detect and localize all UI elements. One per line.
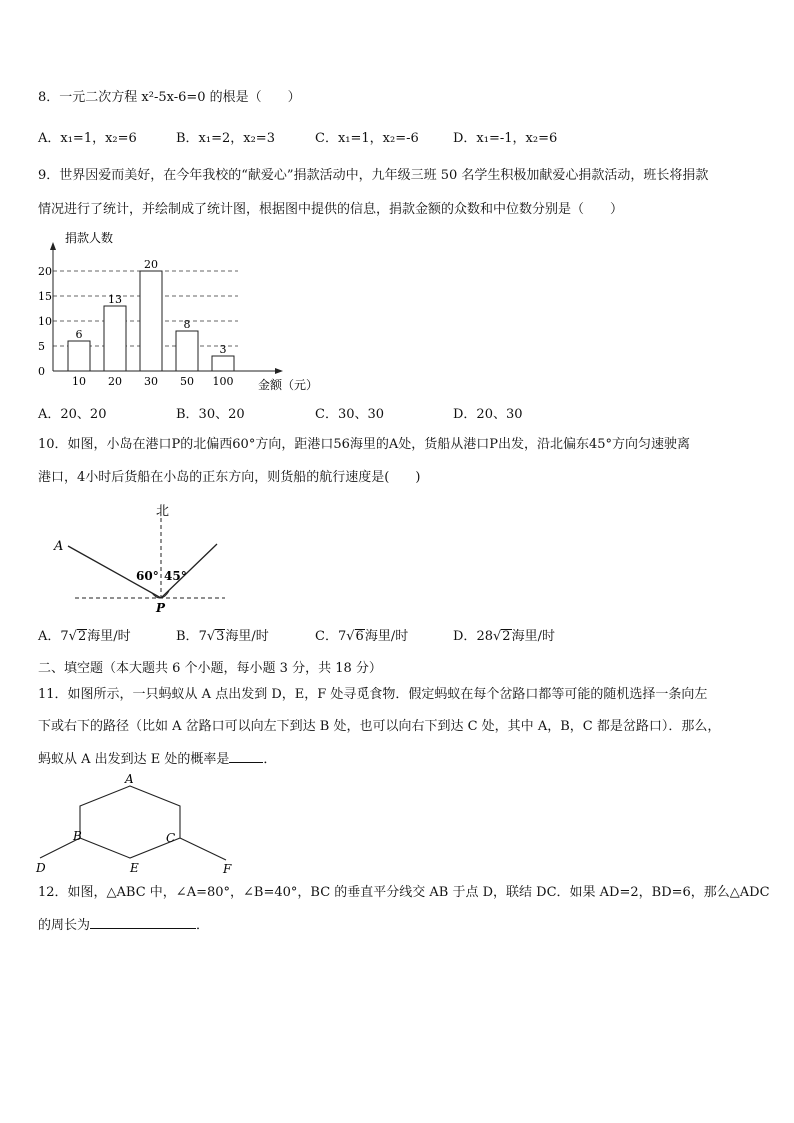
label-d: D [36,861,46,875]
bar-value-label: 20 [144,258,158,271]
north-label: 北 [156,504,170,519]
q10-option-a: A．7√2海里/时 [38,629,131,644]
section-2-title: 二、填空题（本大题共 6 个小题，每小题 3 分，共 18 分） [38,661,382,676]
q8-option-d: D．x₁=-1，x₂=6 [453,131,558,146]
x-axis-arrow [275,368,283,374]
q12-answer-blank[interactable] [90,916,196,929]
bar-chart [30,230,340,395]
bar [140,271,162,371]
y-axis-title: 捐款人数 [65,231,114,245]
x-tick-label: 20 [108,375,122,388]
hexagon [80,786,180,858]
x-tick-label: 50 [180,375,194,388]
point-p-label: P [156,601,166,615]
q9-option-d: D．20、30 [453,407,523,422]
q9-option-c: C．30、30 [315,407,385,422]
q9-stem-line2: 情况进行了统计，并绘制成了统计图，根据图中提供的信息，捐款金额的众数和中位数分别是（ ） [38,202,624,217]
q12-stem-line2: 的周长为 ． [38,918,210,933]
y-tick-label: 10 [38,315,52,328]
q10-option-b: B．7√3海里/时 [176,629,269,644]
point-a-label: A [54,539,64,554]
angle-45-label: 45° [164,569,187,583]
q9-option-a: A．20、20 [38,407,107,422]
q8-option-c: C．x₁=1，x₂=-6 [315,131,419,146]
y-tick-label: 15 [38,290,52,303]
bar [176,331,198,371]
x-axis-title: 金额（元） [258,378,319,392]
y-tick-label: 5 [38,340,45,353]
label-b: B [73,829,82,843]
q8-stem: 8．一元二次方程 x²-5x-6=0 的根是（ ） [38,90,301,105]
x-tick-label: 10 [72,375,86,388]
bar-value-label: 8 [183,318,191,331]
x-tick-label: 100 [212,375,234,388]
label-c: C [166,831,176,845]
q9-stem-line1: 9．世界因爱而美好，在今年我校的“献爱心”捐款活动中，九年级三班 50 名学生积极加献爱心捐款活动，班长将捐款 [38,168,709,183]
y-axis-arrow [50,242,56,250]
bearing-diagram [40,500,240,615]
q8-option-a: A．x₁=1，x₂=6 [38,131,137,146]
bar-value-label: 6 [75,328,83,341]
q9-option-b: B．30、20 [176,407,245,422]
bar-value-label: 3 [219,343,227,356]
q11-stem-line3: 蚂蚁从 A 出发到达 E 处的概率是 ． [38,752,277,767]
bar [104,306,126,371]
path-c-to-f [180,838,226,860]
q10-option-d: D．28√2海里/时 [453,629,555,644]
label-a: A [125,772,134,786]
hexagon-path-diagram [30,772,240,877]
label-f: F [223,862,232,876]
label-e: E [130,861,139,875]
bar-value-label: 13 [108,293,122,306]
x-tick-label: 30 [144,375,158,388]
q11-stem-line1: 11．如图所示，一只蚂蚁从 A 点出发到 D，E，F 处寻觅食物．假定蚂蚁在每个岔路口都等可能的随机选择一条向左 [38,687,708,702]
angle-60-label: 60° [136,569,159,583]
bar [68,341,90,371]
q8-option-b: B．x₁=2，x₂=3 [176,131,275,146]
y-tick-label: 0 [38,365,45,378]
q12-stem-line1: 12．如图，△ABC 中，∠A=80°，∠B=40°，BC 的垂直平分线交 AB 于点 D，联结 DC．如果 AD=2，BD=6，那么△ADC [38,885,770,900]
q11-answer-blank[interactable] [229,750,263,763]
q10-stem-line2: 港口，4小时后货船在小岛的正东方向，则货船的航行速度是( ) [38,470,421,485]
q10-stem-line1: 10．如图，小岛在港口P的北偏西60°方向，距港口56海里的A处，货船从港口P出发，沿北偏东45°方向匀速驶离 [38,437,691,452]
q10-option-c: C．7√6海里/时 [315,629,409,644]
y-tick-label: 20 [38,265,52,278]
bar [212,356,234,371]
q11-stem-line2: 下或右下的路径（比如 A 岔路口可以向左下到达 B 处，也可以向右下到达 C 处，其中 A，B，C 都是岔路口）．那么， [38,719,721,734]
